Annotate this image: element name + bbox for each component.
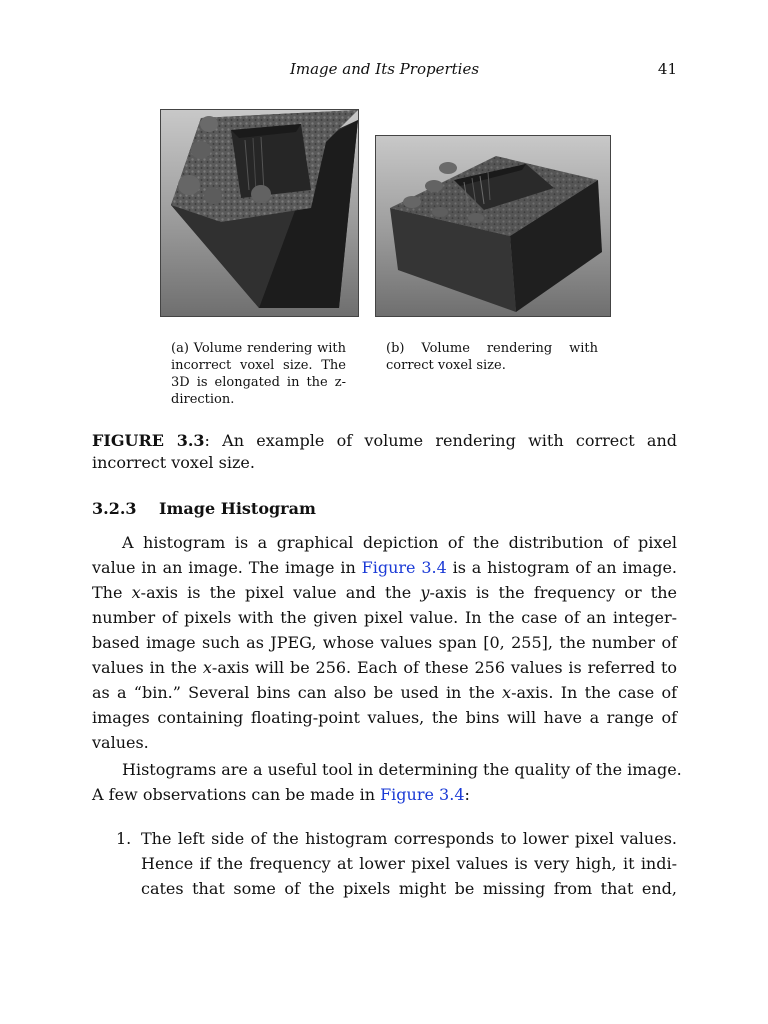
section-heading	[92, 499, 677, 518]
text-run: A few observations can be made in	[92, 785, 381, 804]
paragraph1-line7	[92, 680, 677, 705]
subcaption-a: (a) Volume rendering with incorrect voxel size. The 3D is elongated in the z-direction.	[171, 341, 346, 407]
section-number: 3.2.3	[92, 499, 137, 518]
text-run: is a histogram of an image.	[446, 558, 677, 577]
text-run: -axis is the frequency or the	[429, 583, 678, 602]
paragraph1-line8: images containing floating-point values, the bins will have a range of	[92, 708, 677, 727]
paragraph1-line5: based image such as JPEG, whose values span [0, 255], the number of	[92, 633, 677, 652]
text-run: -axis will be 256. Each of these 256 values is referred to	[211, 658, 678, 677]
subcaption-b: (b) Volume rendering with correct voxel size.	[386, 341, 598, 373]
paragraph1-line6	[92, 655, 677, 680]
math-x: x	[502, 683, 512, 702]
text-run: as a “bin.” Several bins can also be used in the	[92, 683, 503, 702]
list-item1-line3: cates that some of the pixels might be missing from that end,	[141, 879, 677, 898]
figure-3-3b-image	[375, 135, 611, 317]
paragraph2-line1: Histograms are a useful tool in determining the quality of the image.	[122, 760, 682, 779]
section-title: Image Histogram	[159, 499, 316, 518]
text-run: The	[92, 583, 132, 602]
page-number: 41	[657, 60, 677, 78]
figure-3-4-link[interactable]: Figure 3.4	[361, 558, 447, 577]
paragraph1-line3	[92, 580, 677, 605]
paragraph1-line4: number of pixels with the given pixel value. In the case of an integer-	[92, 608, 677, 627]
text-run: values in the	[92, 658, 203, 677]
math-x: x	[131, 583, 141, 602]
figure-caption	[92, 430, 677, 474]
text-run: value in an image. The image in	[92, 558, 362, 577]
figure-caption-label: FIGURE 3.3	[92, 431, 205, 450]
figure-3-3a-image	[160, 109, 359, 317]
list-item1-line1: The left side of the histogram corresponds to lower pixel values.	[141, 829, 677, 848]
math-x: x	[202, 658, 212, 677]
running-title: Image and Its Properties	[289, 60, 480, 78]
text-run: :	[464, 785, 470, 804]
list-item-number: 1.	[116, 829, 132, 848]
text-run: -axis. In the case of	[511, 683, 677, 702]
text-run: -axis is the pixel value and the	[140, 583, 421, 602]
figure-caption-text: : An example of volume rendering with correct and incorrect voxel size.	[92, 431, 677, 472]
paragraph1-line1: A histogram is a graphical depiction of the distribution of pixel	[122, 533, 677, 552]
math-y: y	[420, 583, 430, 602]
paragraph1-line2	[92, 555, 677, 580]
page-header	[92, 60, 677, 80]
figure-3-4-link[interactable]: Figure 3.4	[380, 785, 465, 804]
list-item1-line2: Hence if the frequency at lower pixel values is very high, it indi-	[141, 854, 677, 873]
paragraph1-line9: values.	[92, 733, 149, 752]
paragraph2-line2	[92, 782, 677, 807]
